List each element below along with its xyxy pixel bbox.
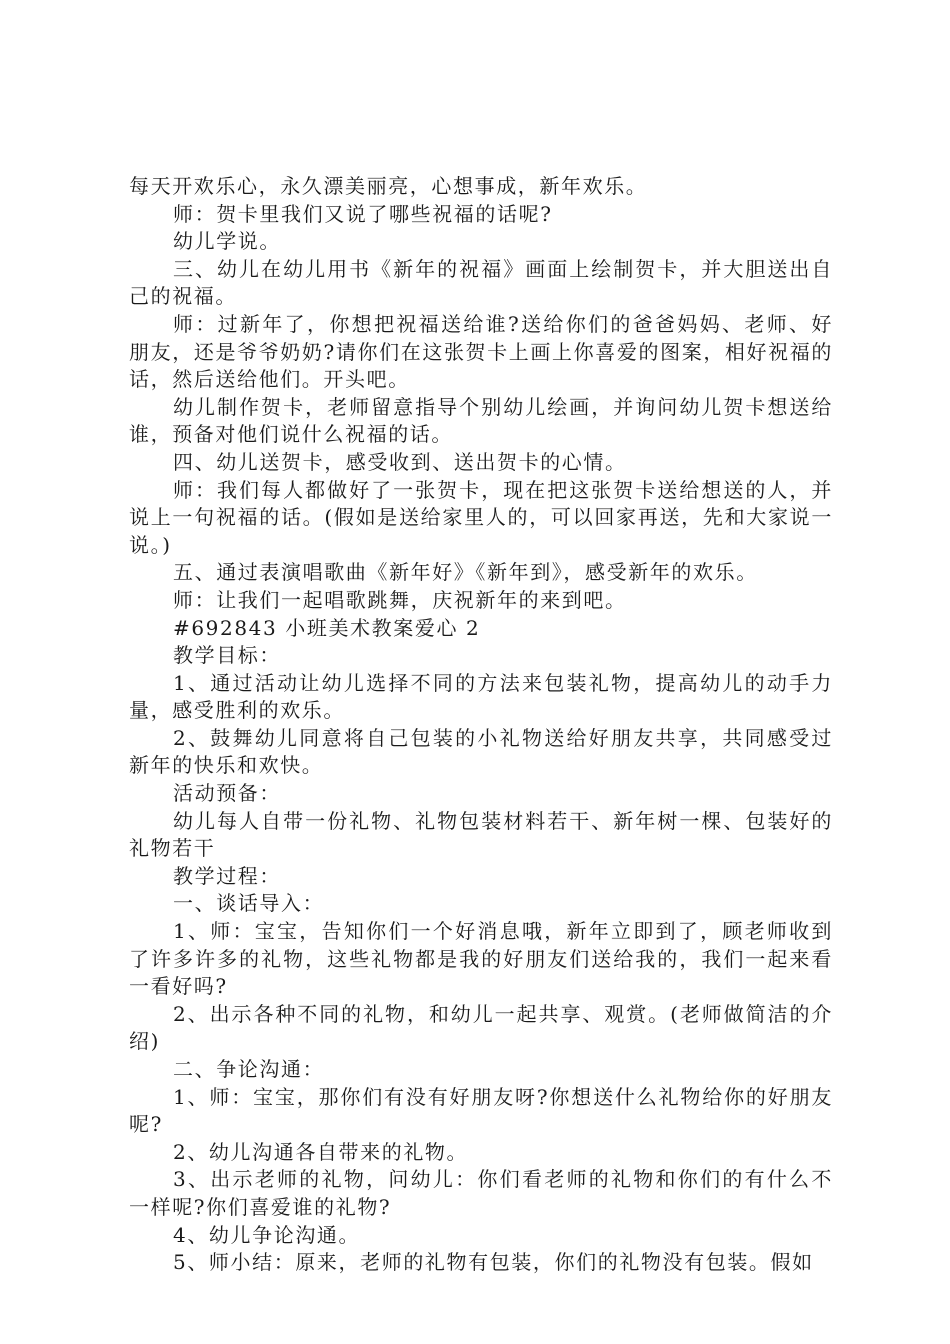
paragraph: 4、幼儿争论沟通。 [173, 1222, 361, 1247]
paragraph: 师：贺卡里我们又说了哪些祝福的话呢? [173, 201, 553, 226]
paragraph: 幼儿制作贺卡，老师留意指导个别幼儿绘画，并询问幼儿贺卡想送给谁，预备对他们说什么祝福的话。 [129, 394, 833, 447]
paragraph: 幼儿学说。 [173, 229, 281, 254]
paragraph: 5、师小结：原来，老师的礼物有包装，你们的礼物没有包装。假如 [173, 1250, 814, 1275]
paragraph: 活动预备： [173, 781, 281, 806]
paragraph: 一、谈话导入： [173, 891, 325, 916]
paragraph: 1、师：宝宝，告知你们一个好消息哦，新年立即到了，顾老师收到了许多许多的礼物，这些礼物都是我的好朋友们送给我的，我们一起来看一看好吗? [129, 919, 833, 999]
paragraph: 四、幼儿送贺卡，感受收到、送出贺卡的心情。 [173, 449, 627, 474]
document-body [129, 173, 833, 1277]
paragraph: 2、鼓舞幼儿同意将自己包装的小礼物送给好朋友共享，共同感受过新年的快乐和欢快。 [129, 725, 833, 778]
paragraph: 教学目标： [173, 643, 281, 668]
paragraph: 3、出示老师的礼物，问幼儿：你们看老师的礼物和你们的有什么不一样呢?你们喜爱谁的礼物? [129, 1167, 833, 1219]
paragraph: 五、通过表演唱歌曲《新年好》《新年到》，感受新年的欢乐。 [173, 560, 758, 585]
paragraph: 每天开欢乐心，永久漂美丽亮，心想事成，新年欢乐。 [129, 174, 648, 198]
paragraph: 2、幼儿沟通各自带来的礼物。 [173, 1139, 469, 1164]
paragraph: 师：过新年了，你想把祝福送给谁?送给你们的爸爸妈妈、老师、好朋友，还是爷爷奶奶?请你们在这张贺卡上画上你喜爱的图案，相好祝福的话，然后送给他们。开头吧。 [129, 311, 833, 392]
paragraph: 师：让我们一起唱歌跳舞，庆祝新年的来到吧。 [173, 587, 627, 612]
paragraph: 幼儿每人自带一份礼物、礼物包装材料若干、新年树一棵、包装好的礼物若干 [129, 808, 833, 861]
paragraph: 2、出示各种不同的礼物，和幼儿一起共享、观赏。(老师做简洁的介绍) [129, 1001, 833, 1054]
paragraph: 师：我们每人都做好了一张贺卡，现在把这张贺卡送给想送的人，并说上一句祝福的话。(假如是送给家里人的，可以回家再送，先和大家说一说。) [129, 477, 833, 557]
paragraph: 二、争论沟通： [173, 1057, 325, 1081]
paragraph: 三、幼儿在幼儿用书《新年的祝福》画面上绘制贺卡，并大胆送出自己的祝福。 [129, 256, 833, 309]
paragraph: 教学过程： [173, 863, 281, 888]
section-heading: #692843 小班美术教案爱心 2 [173, 615, 481, 640]
paragraph: 1、通过活动让幼儿选择不同的方法来包装礼物，提高幼儿的动手力量，感受胜利的欢乐。 [129, 670, 833, 723]
paragraph: 1、师：宝宝，那你们有没有好朋友呀?你想送什么礼物给你的好朋友呢? [129, 1084, 833, 1137]
